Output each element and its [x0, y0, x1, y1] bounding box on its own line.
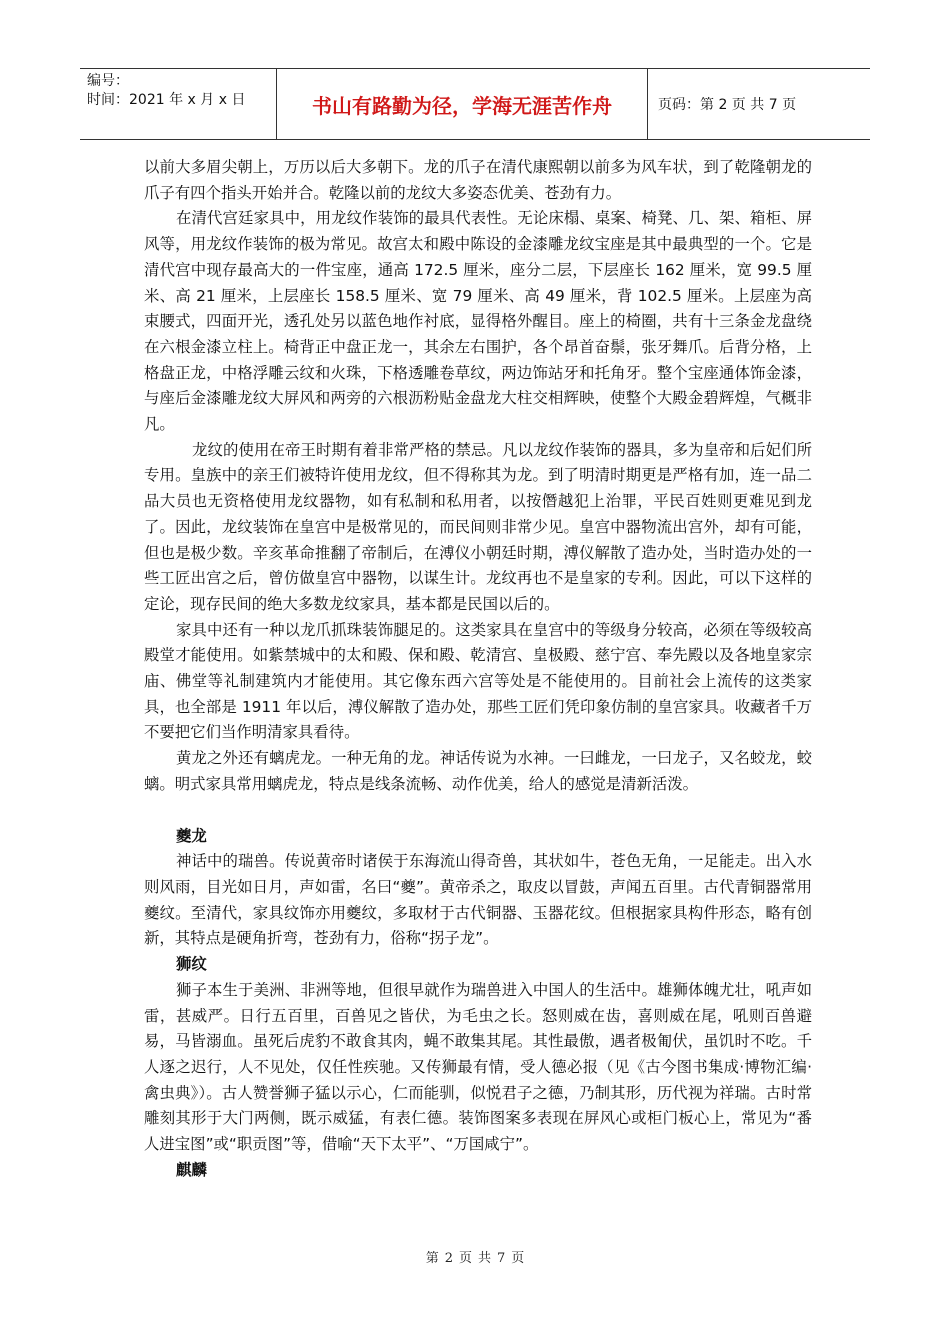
- document-date-label: 时间：2021 年 x 月 x 日: [87, 92, 246, 108]
- page-footer: [0, 1247, 950, 1266]
- footer-text: 共: [478, 1251, 492, 1266]
- header-meta-cell: [80, 69, 277, 139]
- footer-total-pages: 7: [497, 1251, 506, 1266]
- footer-text: 第: [425, 1251, 439, 1266]
- paragraph: 在清代宫廷家具中，用龙纹作装饰的最具代表性。无论床榻、桌案、椅凳、几、架、箱柜、屏风等，用龙纹作装饰的极为常见。故宫太和殿中陈设的金漆雕龙纹宝座是其中最典型的一个。它是清代宫中现存最高大的一件宝座，通高 172.5 厘米，座分二层，下层座长 162 厘米，宽 99.5 厘米、高 21 厘米，上层座长 158.5 厘米、宽 79 厘米、高 49 厘米，背 102.5 厘米。上层座为高束腰式，四面开光，透孔处另以蓝色地作衬底，显得格外醒目。座上的椅圈，共有十三条金龙盘绕在六根金漆立柱上。椅背正中盘正龙一，其余左右围护，各个昂首奋鬃，张牙舞爪。后背分格，上格盘正龙，中格浮雕云纹和火珠，下格透雕卷草纹，两边饰站牙和托角牙。整个宝座通体饰金漆，与座后金漆雕龙纹大屏风和两旁的六根沥粉贴金盘龙大柱交相辉映，使整个大殿金碧辉煌，气概非凡。: [144, 209, 812, 434]
- section-heading-qilin: 麒麟: [176, 1160, 207, 1179]
- footer-page-number: 2: [444, 1251, 453, 1266]
- section-heading-lion: 狮纹: [176, 955, 207, 974]
- section-heading-kui-dragon: 夔龙: [176, 826, 207, 845]
- header-motto: 书山有路勤为径，学海无涯苦作舟: [277, 69, 648, 139]
- footer-text: 页: [511, 1251, 525, 1266]
- paragraph: 龙纹的使用在帝王时期有着非常严格的禁忌。凡以龙纹作装饰的器具，多为皇帝和后妃们所专用。皇族中的亲王们被特许使用龙纹，但不得称其为龙。到了明清时期更是严格有加，连一品二品大员也无资格使用龙纹器物，如有私制和私用者，以按僭越犯上治罪，平民百姓则更难见到龙了。因此，龙纹装饰在皇宫中是极常见的，而民间则非常少见。皇宫中器物流出宫外，却有可能，但也是极少数。辛亥革命推翻了帝制后，在溥仪小朝廷时期，溥仪解散了造办处，当时造办处的一些工匠出宫之后，曾仿做皇宫中器物，以谋生计。龙纹再也不是皇家的专利。因此，可以下这样的定论，现存民间的绝大多数龙纹家具，基本都是民国以后的。: [144, 440, 812, 613]
- paragraph: 狮子本生于美洲、非洲等地，但很早就作为瑞兽进入中国人的生活中。雄狮体魄尤壮，吼声如雷，甚威严。日行五百里，百兽见之皆伏，为毛虫之长。怒则威在齿，喜则威在尾，吼则百兽避易，马皆溺血。虽死后虎豹不敢食其肉，蝇不敢集其尾。其性最傲，遇者极匍伏，虽饥时不吃。千人逐之迟行，人不见处，仅任性疾驰。又传狮最有情，受人德必报（见《古今图书集成·博物汇编·禽虫典》）。古人赞誉狮子猛以示心，仁而能驯，似悦君子之德，乃制其形，历代视为祥瑞。古时常雕刻其形于大门两侧，既示威猛，有表仁德。装饰图案多表现在屏风心或柜门板心上，常见为“番人进宝图”或“职贡图”等，借喻“天下太平”、“万国咸宁”。: [144, 980, 812, 1154]
- paragraph: 黄龙之外还有螭虎龙。一种无角的龙。神话传说为水神。一曰雌龙，一曰龙子，又名蛟龙，蛟螭。明式家具常用螭虎龙，特点是线条流畅、动作优美，给人的感觉是清新活泼。: [144, 749, 812, 793]
- page-header: [80, 68, 870, 140]
- section-spacer: [144, 798, 812, 824]
- document-number-label: 编号：: [87, 73, 129, 89]
- footer-text: 页: [458, 1251, 472, 1266]
- document-body: [144, 155, 812, 1183]
- paragraph: 以前大多眉尖朝上，万历以后大多朝下。龙的爪子在清代康熙朝以前多为风车状，到了乾隆朝龙的爪子有四个指头开始并合。乾隆以前的龙纹大多姿态优美、苍劲有力。: [144, 158, 812, 202]
- paragraph: 家具中还有一种以龙爪抓珠装饰腿足的。这类家具在皇宫中的等级身分较高，必须在等级较高殿堂才能使用。如紫禁城中的太和殿、保和殿、乾清宫、皇极殿、慈宁宫、奉先殿以及各地皇家宗庙、佛堂等礼制建筑内才能使用。其它像东西六宫等处是不能使用的。目前社会上流传的这类家具，也全部是 1911 年以后，溥仪解散了造办处，那些工匠们凭印象仿制的皇宫家具。收藏者千万不要把它们当作明清家具看待。: [144, 620, 812, 742]
- paragraph: 神话中的瑞兽。传说黄帝时诸侯于东海流山得奇兽，其状如牛，苍色无角，一足能走。出入水则风雨，目光如日月，声如雷，名曰“夔”。黄帝杀之，取皮以冒鼓，声闻五百里。古代青铜器常用夔纹。至清代，家具纹饰亦用夔纹，多取材于古代铜器、玉器花纹。但根据家具构件形态，略有创新，其特点是硬角折弯，苍劲有力，俗称“拐子龙”。: [144, 852, 812, 948]
- header-page-info: 页码：第 2 页 共 7 页: [658, 97, 797, 113]
